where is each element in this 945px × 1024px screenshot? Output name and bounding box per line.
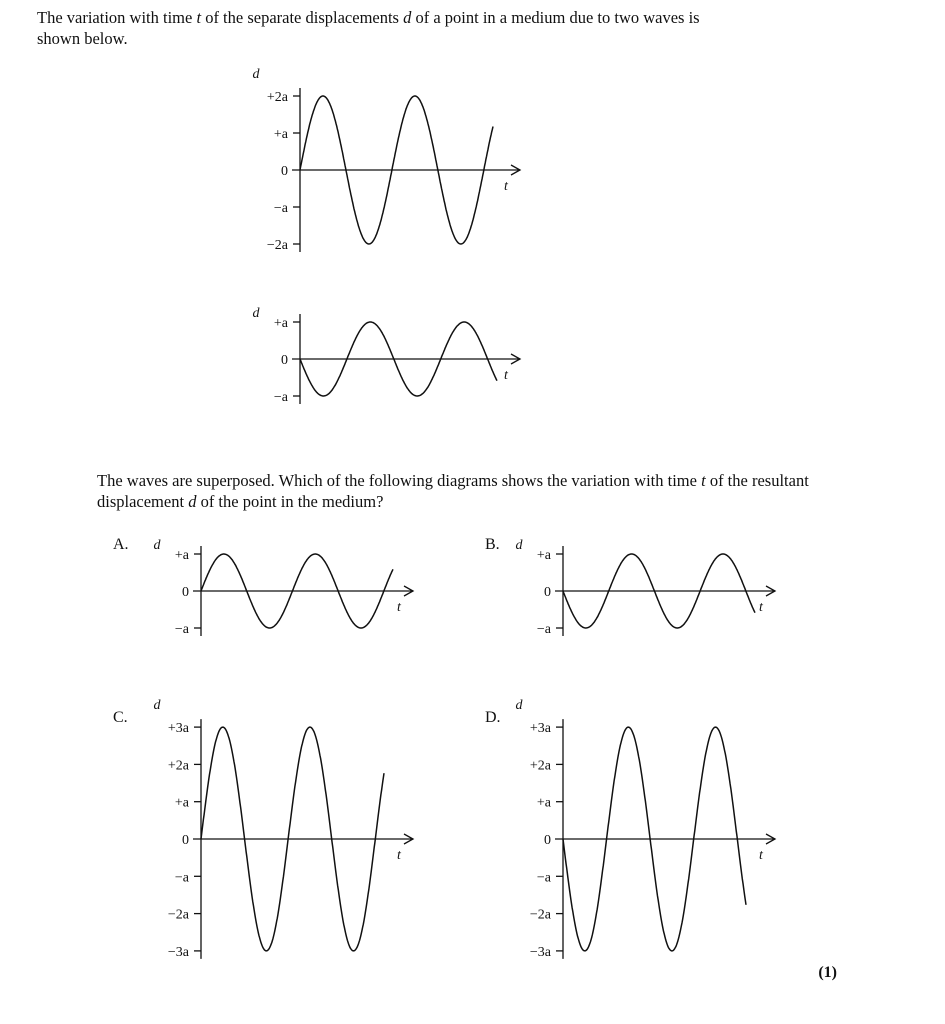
graph-option-b [485,536,775,637]
option-label: A. [113,536,129,553]
question-intro: The variation with time t of the separate displacements d of a point in a medium due to two waves is shown below. [37,8,700,48]
option-label: C. [113,709,128,727]
tick-label: −3a [167,944,189,960]
tick-label: +2a [529,758,551,774]
tick-label: +a [174,548,189,563]
tick-label: −a [273,390,288,405]
tick-label: −3a [529,944,551,960]
tick-label: −a [536,870,551,886]
tick-label: +a [273,127,288,142]
tick-label: +3a [167,721,189,737]
tick-label: −2a [529,907,551,923]
option-label: B. [485,536,500,553]
t-axis-label: t [759,600,763,615]
tick-label: 0 [544,585,551,600]
tick-label: +a [273,316,288,331]
d-axis-label: d [252,67,260,82]
d-axis-label: d [515,698,523,714]
tick-label: +a [174,795,189,811]
graph-option-c [113,698,413,960]
marks-label: (1) [818,964,837,981]
tick-label: +2a [266,90,288,105]
graph-wave-2 [253,306,521,405]
t-axis-label: t [504,368,508,383]
d-axis-label: d [252,306,260,321]
tick-label: 0 [182,585,189,600]
graph-option-d [485,698,775,960]
t-axis-label: t [397,600,401,615]
tick-label: −2a [266,238,288,253]
tick-label: −a [273,201,288,216]
d-axis-label: d [153,698,161,714]
tick-label: +a [536,548,551,563]
t-axis-label: t [397,848,401,863]
d-axis-label: d [153,538,161,553]
tick-label: +a [536,795,551,811]
tick-label: 0 [281,164,288,179]
tick-label: −a [536,622,551,637]
t-axis-label: t [504,179,508,194]
tick-label: 0 [544,833,551,848]
tick-label: 0 [281,353,288,368]
tick-label: +2a [167,758,189,774]
option-label: D. [485,709,501,727]
tick-label: +3a [529,721,551,737]
tick-label: 0 [182,833,189,848]
d-axis-label: d [515,538,523,553]
graph-option-a [113,536,413,637]
t-axis-label: t [759,848,763,863]
tick-label: −a [174,870,189,886]
tick-label: −a [174,622,189,637]
question-superposition: The waves are superposed. Which of the following diagrams shows the variation with time t of the resultant displacement d of the point in the medium? [97,471,809,511]
tick-label: −2a [167,907,189,923]
graph-wave-1 [253,67,521,253]
